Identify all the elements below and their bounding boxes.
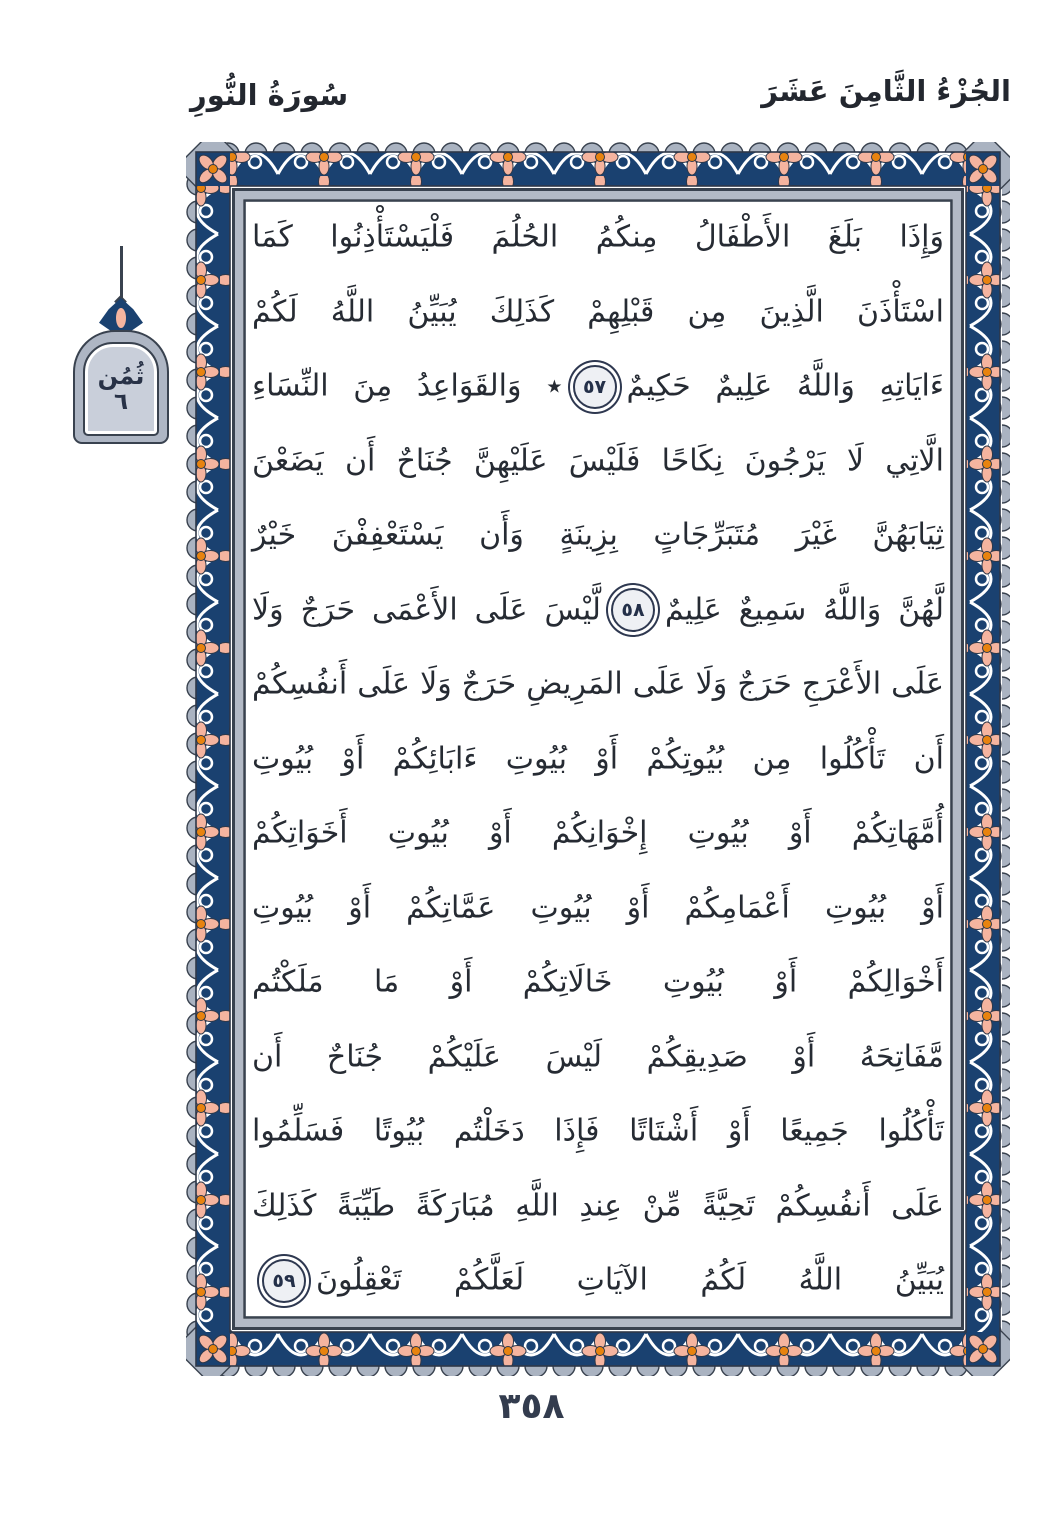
thumn-finial-decoration <box>120 246 123 300</box>
ayah-text: أُمَّهَاتِكُمْ أَوْ بُيُوتِ إِخْوَانِكُمْ أَوْ بُيُوتِ أَخَوَاتِكُمْ <box>252 815 944 851</box>
ayah-text: ءَايَاتِهِ وَاللَّهُ عَلِيمٌ حَكِيمٌ <box>626 368 944 404</box>
text-line-12 <box>252 1020 944 1095</box>
ayah-text: ثِيَابَهُنَّ غَيْرَ مُتَبَرِّجَاتٍ بِزِينَةٍ وَأَن يَسْتَعْفِفْنَ خَيْرٌ <box>252 517 944 553</box>
text-line-13 <box>252 1094 944 1169</box>
ayah-text: مَّفَاتِحَهُ أَوْ صَدِيقِكُمْ لَيْسَ عَلَيْكُمْ جُنَاحٌ أَن <box>252 1038 944 1074</box>
thumn-dome <box>73 330 169 444</box>
text-line-1 <box>252 200 944 275</box>
ayah-text: أَخْوَالِكُمْ أَوْ بُيُوتِ خَالَاتِكُمْ أَوْ مَا مَلَكْتُم <box>252 964 944 1000</box>
ayah-text-with-hizb-star: ٭ وَالقَوَاعِدُ مِنَ النِّسَاءِ <box>252 368 563 404</box>
ayah-end-marker-58: ٥٨ <box>611 588 655 632</box>
ayah-end-marker-57: ٥٧ <box>573 365 617 409</box>
ayah-text: لَّهُنَّ وَاللَّهُ سَمِيعٌ عَلِيمٌ <box>664 591 944 627</box>
surah-header: سُورَةُ النُّورِ <box>190 78 349 112</box>
text-line-10 <box>252 871 944 946</box>
ayah-end-marker-59: ٥٩ <box>262 1259 306 1303</box>
ayah-text: وَإِذَا بَلَغَ الأَطْفَالُ مِنكُمُ الحُلُمَ فَلْيَسْتَأْذِنُوا كَمَا <box>252 219 944 255</box>
thumn-number: ٦ <box>113 388 129 415</box>
thumn-marker <box>73 246 169 444</box>
ayah-text: أَوْ بُيُوتِ أَعْمَامِكُمْ أَوْ بُيُوتِ عَمَّاتِكُمْ أَوْ بُيُوتِ <box>252 889 944 925</box>
text-line-11 <box>252 945 944 1020</box>
text-line-4 <box>252 424 944 499</box>
ayah-text: عَلَى الأَعْرَجِ حَرَجٌ وَلَا عَلَى المَرِيضِ حَرَجٌ وَلَا عَلَى أَنفُسِكُمْ <box>252 666 944 702</box>
ayah-text: يُبَيِّنُ اللَّهُ لَكُمُ الآيَاتِ لَعَلَّكُمْ تَعْقِلُونَ <box>316 1262 944 1298</box>
thumn-label: ثُمُن <box>97 362 145 391</box>
ayah-text: تَأْكُلُوا جَمِيعًا أَوْ أَشْتَاتًا فَإِذَا دَخَلْتُم بُيُوتًا فَسَلِّمُوا <box>252 1113 944 1149</box>
page-number: ٣٥٨ <box>498 1386 565 1427</box>
ayah-text: عَلَى أَنفُسِكُمْ تَحِيَّةً مِّنْ عِندِ اللَّهِ مُبَارَكَةً طَيِّبَةً كَذَلِكَ <box>252 1187 944 1223</box>
text-line-5 <box>252 498 944 573</box>
ayah-text: أَن تَأْكُلُوا مِن بُيُوتِكُمْ أَوْ بُيُوتِ ءَابَائِكُمْ أَوْ بُيُوتِ <box>252 740 944 776</box>
text-line-15 <box>252 1243 944 1318</box>
ayah-text: لَّيْسَ عَلَى الأَعْمَى حَرَجٌ وَلَا <box>252 591 601 627</box>
ayah-text: الَّاتِي لَا يَرْجُونَ نِكَاحًا فَلَيْسَ عَلَيْهِنَّ جُنَاحٌ أَن يَضَعْنَ <box>252 442 944 478</box>
text-line-9 <box>252 796 944 871</box>
text-line-7 <box>252 647 944 722</box>
ayah-text: اسْتَأْذَنَ الَّذِينَ مِن قَبْلِهِمْ كَذَلِكَ يُبَيِّنُ اللَّهُ لَكُمْ <box>252 293 944 329</box>
juz-header: الجُزْءُ الثَّامِنَ عَشَرَ <box>761 74 1011 108</box>
text-line-6 <box>252 573 944 648</box>
text-line-3 <box>252 349 944 424</box>
quran-text-area <box>252 200 944 1318</box>
thumn-panel <box>83 342 159 436</box>
text-line-2 <box>252 275 944 350</box>
text-line-14 <box>252 1169 944 1244</box>
text-line-8 <box>252 722 944 797</box>
